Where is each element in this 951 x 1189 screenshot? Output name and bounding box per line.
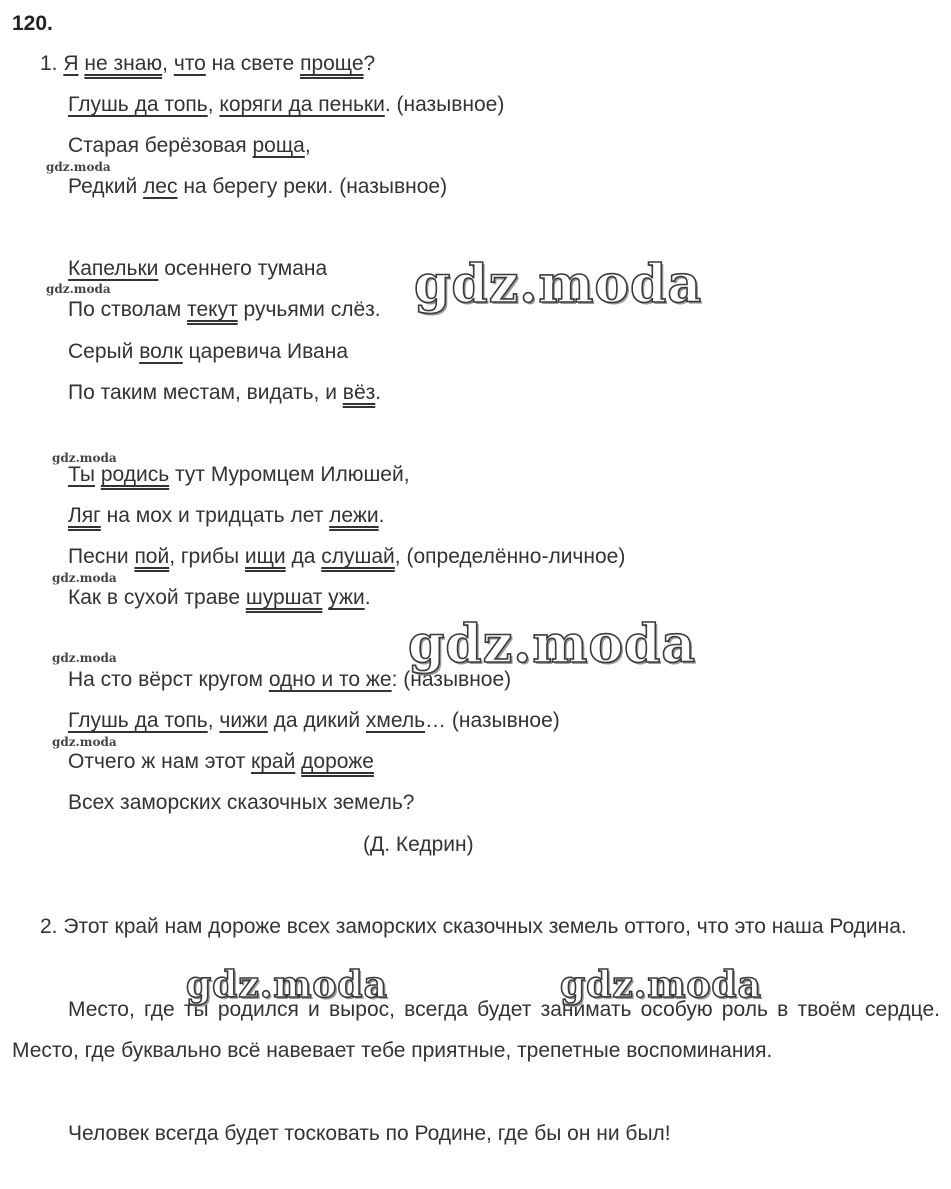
poem-line: [68, 789, 414, 817]
subject-word: одно и то же: [268, 668, 392, 691]
poem-text: да: [285, 545, 322, 568]
poem-text: Старая берёзовая: [68, 134, 253, 157]
part2-paragraph-1-text: Этот край нам дороже всех заморских сказочных земель оттого, что это наша Родина.: [63, 915, 907, 938]
poem-text: .: [378, 504, 385, 527]
predicate-word: Ляг: [68, 504, 101, 527]
poem-line: [68, 748, 374, 776]
poem-text: на свете: [205, 52, 301, 75]
part2-paragraph-3: [12, 1113, 940, 1154]
poem-text: .: [364, 586, 371, 609]
watermark-small-3: gdz.moda: [52, 451, 117, 465]
poem-text: По стволам: [68, 298, 188, 321]
subject-word: лес: [143, 175, 178, 198]
poem-line: [68, 338, 348, 366]
poem-text: Отчего ж нам этот: [68, 750, 252, 773]
exercise-number: 120.: [12, 12, 53, 35]
part2-paragraph-2-text: Место, где ты родился и вырос, всегда будет занимать особую роль в твоём сердце. Место, где буквально всё навевает тебе приятные, трепетные воспоминания.: [12, 998, 940, 1062]
watermark-small-5: gdz.moda: [52, 651, 117, 665]
poem-line: [68, 461, 410, 489]
poem-line: [68, 173, 447, 201]
predicate-word: дороже: [301, 750, 374, 773]
poem-line: [68, 584, 371, 612]
poem-text: … (назывное): [425, 709, 560, 732]
subject-word: Глушь да топь: [68, 709, 208, 732]
predicate-word: пой: [134, 545, 170, 568]
poem-text: да дикий: [267, 709, 366, 732]
watermark-small-6: gdz.moda: [52, 735, 117, 749]
subject-word: Ты: [68, 463, 95, 486]
watermark-small-1: gdz.moda: [46, 160, 111, 174]
subject-word: хмель: [365, 709, 426, 732]
poem-text: царевича Ивана: [182, 340, 348, 363]
poem-line: [68, 707, 560, 735]
poem-text: ,: [207, 709, 220, 732]
predicate-word: слушай: [321, 545, 395, 568]
poem-text: , (определённо-личное): [394, 545, 626, 568]
part2-paragraph-3-text: Человек всегда будет тосковать по Родине, где бы он ни был!: [68, 1122, 671, 1145]
part1-marker: 1.: [40, 52, 58, 75]
poem-text: . (назывное): [384, 93, 505, 116]
part2-paragraph-2: [12, 989, 940, 1071]
poem-text: Всех заморских сказочных земель?: [68, 791, 415, 814]
poem-line: [68, 379, 381, 407]
subject-word: край: [251, 750, 296, 773]
poem-line: [40, 50, 375, 78]
watermark-large-2: gdz.moda: [408, 614, 697, 675]
part2-marker: 2.: [40, 915, 58, 938]
watermark-large-1: gdz.moda: [414, 254, 703, 315]
subject-word: что: [173, 52, 206, 75]
subject-word: коряги да пеньки: [219, 93, 385, 116]
subject-word: роща: [252, 134, 305, 157]
poem-text: Песни: [68, 545, 135, 568]
poem-text: на мох и тридцать лет: [100, 504, 330, 527]
poem-text: Как в сухой траве: [68, 586, 246, 609]
poem-text: Серый: [68, 340, 140, 363]
subject-word: Глушь да топь: [68, 93, 208, 116]
subject-word: ужи: [328, 586, 365, 609]
poem-line: [68, 91, 504, 119]
poem-text: ручьями слёз.: [237, 298, 381, 321]
poem-text: тут Муромцем Илюшей,: [169, 463, 410, 486]
predicate-word: родись: [100, 463, 170, 486]
subject-word: Капельки: [68, 257, 159, 280]
poem-text: : (назывное): [391, 668, 512, 691]
predicate-word: шуршат: [245, 586, 323, 609]
predicate-word: не знаю: [84, 52, 163, 75]
poem-line: [68, 543, 625, 571]
predicate-word: проще: [300, 52, 364, 75]
subject-word: волк: [139, 340, 183, 363]
subject-word: Я: [63, 52, 79, 75]
predicate-word: ищи: [244, 545, 286, 568]
poem-text: ,: [207, 93, 220, 116]
watermark-small-2: gdz.moda: [46, 282, 111, 296]
poem-line: [68, 255, 327, 283]
predicate-word: вёз: [342, 381, 376, 404]
poem-text: осеннего тумана: [158, 257, 328, 280]
poem-line: [68, 296, 381, 324]
predicate-word: лежи: [329, 504, 379, 527]
predicate-word: текут: [187, 298, 238, 321]
watermark-small-4: gdz.moda: [52, 571, 117, 585]
poem-text: По таким местам, видать, и: [68, 381, 343, 404]
poem-text: , грибы: [169, 545, 245, 568]
watermark-large-4: gdz.moda: [560, 964, 762, 1006]
poem-line: [68, 132, 311, 160]
poem-text: ,: [162, 52, 174, 75]
poem-text: ,: [304, 134, 311, 157]
watermark-large-3: gdz.moda: [186, 964, 388, 1006]
poem-text: Редкий: [68, 175, 144, 198]
poem-text: на берегу реки. (назывное): [177, 175, 448, 198]
subject-word: чижи: [219, 709, 268, 732]
poem-author: (Д. Кедрин): [363, 833, 474, 856]
poem-text: На сто вёрст кругом: [68, 668, 269, 691]
poem-text: .: [375, 381, 382, 404]
poem-line: [68, 502, 384, 530]
poem-text: ?: [363, 52, 376, 75]
part2-paragraph-1: [12, 906, 940, 947]
